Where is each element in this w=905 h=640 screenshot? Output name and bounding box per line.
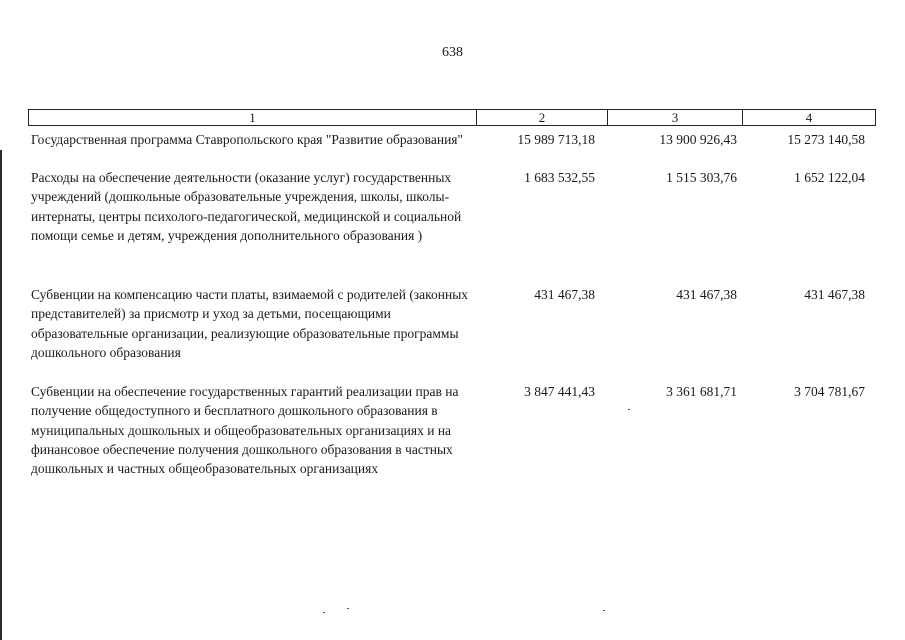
page-number: 638 (442, 45, 463, 60)
header-cell-1: 1 (249, 110, 256, 125)
row-value-col2: 431 467,38 (534, 287, 595, 302)
row-value-col3: 3 361 681,71 (666, 384, 737, 399)
scan-edge-line (0, 150, 2, 640)
scan-speck (603, 610, 605, 611)
row-value-col3: 1 515 303,76 (666, 170, 737, 185)
row-value-col4: 3 704 781,67 (794, 384, 865, 399)
row-value-col3: 431 467,38 (676, 287, 737, 302)
scan-speck (628, 409, 630, 410)
header-cell-3: 3 (607, 110, 742, 125)
row-description: Расходы на обеспечение деятельности (оказание услуг) государственных учреждений (дошкольные образовательные учреждения, школы, школы-интернаты, центры психолого-педагогической, медицинской и социальной помощи семье и детям, учреждения дополнительного образования ) (31, 170, 462, 243)
row-value-col2: 3 847 441,43 (524, 384, 595, 399)
header-cell-4: 4 (742, 110, 875, 125)
row-description: Субвенции на обеспечение государственных гарантий реализации прав на получение общедоступного и бесплатного дошкольного образования в муниципальных дошкольных и общеобразовательных организациях и на финансовое обеспечение получения дошкольного образования в частных дошкольных и частных общеобразовательных организациях (31, 384, 459, 477)
row-value-col4: 1 652 122,04 (794, 170, 865, 185)
row-value-col4: 431 467,38 (804, 287, 865, 302)
header-cell-2: 2 (476, 110, 607, 125)
scan-speck (347, 608, 349, 609)
row-description: Государственная программа Ставропольского края "Развитие образования" (31, 132, 464, 147)
row-description: Субвенции на компенсацию части платы, взимаемой с родителей (законных представителей) за присмотр и уход за детьми, посещающими образовательные организации, реализующие образовательные программы дошкольного образования (31, 287, 469, 360)
row-value-col4: 15 273 140,58 (787, 132, 865, 147)
table-header-row (28, 109, 876, 126)
row-value-col2: 15 989 713,18 (517, 132, 595, 147)
row-value-col3: 13 900 926,43 (659, 132, 737, 147)
scan-speck (323, 612, 325, 613)
row-value-col2: 1 683 532,55 (524, 170, 595, 185)
